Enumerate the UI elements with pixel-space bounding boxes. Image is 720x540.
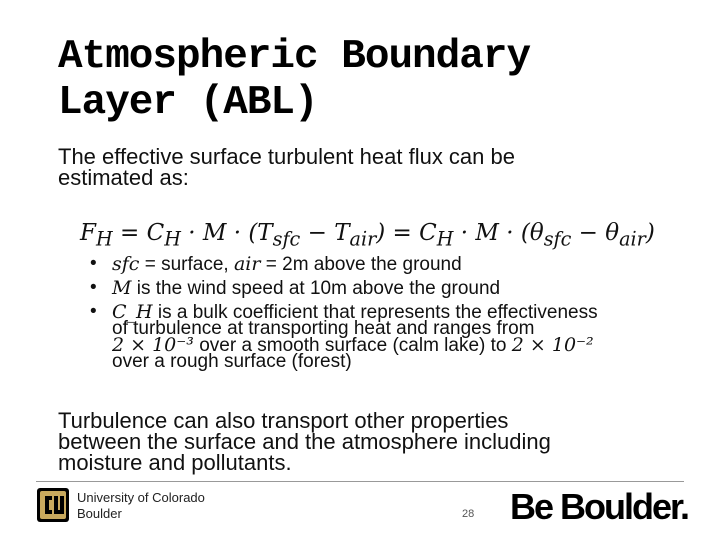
bullet-line: of turbulence at transporting heat and ranges from: [112, 318, 535, 339]
closing-line-2: between the surface and the atmosphere including: [58, 429, 551, 454]
bullet-sfc-air: [90, 253, 690, 275]
closing-line-3: moisture and pollutants.: [58, 450, 292, 475]
bullet-text: is the wind speed at 10m above the ground: [131, 278, 501, 299]
slide-title: [58, 34, 698, 126]
intro-line-2: estimated as:: [58, 165, 189, 190]
smooth-value: 2 × 10⁻³: [112, 334, 194, 356]
bullet-text: = 2m above the ground: [260, 254, 462, 275]
bullet-bulk-coefficient: [90, 301, 690, 372]
bullet-text: over a smooth surface (calm lake) to: [193, 335, 512, 356]
closing-paragraph: [58, 410, 698, 473]
be-boulder-logo: Be Boulder.: [510, 486, 689, 527]
bullet-line: over a rough surface (forest): [112, 351, 352, 372]
closing-line-1: Turbulence can also transport other properties: [58, 408, 509, 433]
ch-symbol: C_H: [112, 301, 153, 323]
bullet-text: = surface,: [139, 254, 234, 275]
definition-list: [90, 253, 690, 377]
university-line-2: Boulder: [77, 506, 122, 521]
air-symbol: air: [233, 253, 261, 275]
cu-logo-icon: [36, 487, 70, 523]
bullet-wind-speed: [90, 277, 690, 299]
intro-paragraph: [58, 146, 698, 188]
m-symbol: M: [112, 277, 132, 299]
heat-flux-equation: $F_H = C_H \cdot M \cdot (T_{sfc} - T_{air}) = C_H \cdot M \cdot (\theta_{sfc} - \theta_{air})$: [80, 220, 655, 251]
university-line-1: University of Colorado: [77, 490, 205, 505]
bullet-text: is a bulk coefficient that represents the effectiveness: [152, 302, 598, 323]
sfc-symbol: sfc: [112, 253, 140, 275]
title-line-2: Layer (ABL): [58, 80, 318, 126]
rough-value: 2 × 10⁻²: [511, 334, 594, 356]
intro-line-1: The effective surface turbulent heat flux can be: [58, 144, 515, 169]
title-line-1: Atmospheric Boundary: [58, 34, 531, 80]
footer-divider: [36, 481, 684, 482]
page-number: 28: [462, 508, 475, 520]
university-name: [77, 490, 205, 522]
